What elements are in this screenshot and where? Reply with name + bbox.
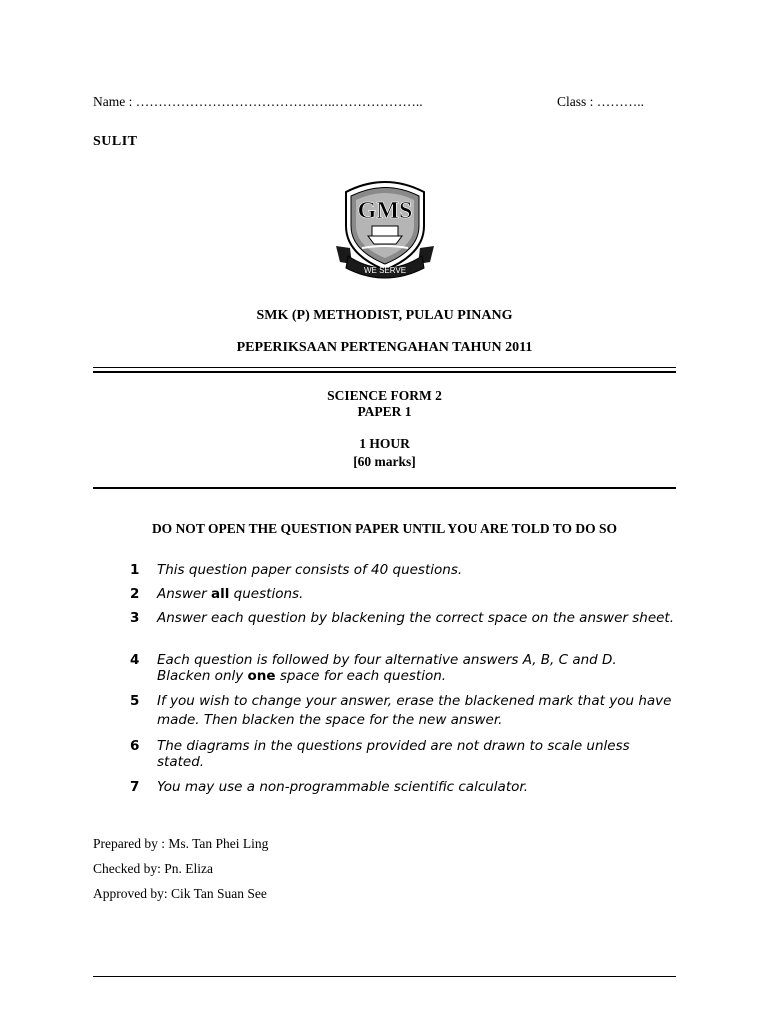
class-field xyxy=(557,94,644,110)
instruction-item xyxy=(130,586,690,604)
instruction-text: This question paper consists of 40 questions. xyxy=(157,562,463,578)
instruction-number: 6 xyxy=(130,738,140,754)
instruction-item xyxy=(130,652,690,686)
crest-monogram: GMS xyxy=(357,198,413,224)
marks-line: [60 marks] xyxy=(353,454,416,469)
instruction-item xyxy=(130,610,690,644)
approved-by: Approved by: Cik Tan Suan See xyxy=(93,886,267,901)
divider-mid xyxy=(93,487,676,489)
instruction-text: Answer all questions. xyxy=(157,586,304,602)
prepared-by: Prepared by : Ms. Tan Phei Ling xyxy=(93,836,269,851)
school-crest-logo xyxy=(334,174,436,282)
divider-top-1 xyxy=(93,367,676,368)
duration-line: 1 HOUR xyxy=(359,436,410,451)
instruction-number: 5 xyxy=(130,693,140,709)
instruction-item xyxy=(130,779,690,797)
instruction-number: 7 xyxy=(130,779,140,795)
instruction-text: Each question is followed by four alternative answers A, B, C and D. Blacken only one space for each question. xyxy=(157,652,617,684)
name-field xyxy=(93,94,423,110)
instruction-number: 2 xyxy=(130,586,140,602)
subject-line: SCIENCE FORM 2 xyxy=(327,388,442,403)
exam-title: PEPERIKSAAN PERTENGAHAN TAHUN 2011 xyxy=(236,340,533,355)
instruction-number: 3 xyxy=(130,610,140,626)
class-label: Class xyxy=(557,94,587,109)
instruction-number: 4 xyxy=(130,652,140,668)
instruction-text: Answer each question by blackening the correct space on the answer sheet. xyxy=(157,610,675,626)
name-leader: : ………………………………….…..……………….. xyxy=(125,94,423,109)
school-name: SMK (P) METHODIST, PULAU PINANG xyxy=(256,308,513,323)
checked-by: Checked by: Pn. Eliza xyxy=(93,861,213,876)
class-leader: : ……….. xyxy=(586,94,645,109)
name-label: Name xyxy=(93,94,126,109)
paper-line: PAPER 1 xyxy=(357,404,412,419)
classification-label: SULIT xyxy=(93,134,138,149)
instruction-text: You may use a non-programmable scientific calculator. xyxy=(157,779,528,795)
instruction-number: 1 xyxy=(130,562,140,578)
warning-notice: DO NOT OPEN THE QUESTION PAPER UNTIL YOU ARE TOLD TO DO SO xyxy=(151,521,618,536)
instruction-item xyxy=(130,738,690,772)
instruction-item xyxy=(130,692,690,728)
instruction-text: The diagrams in the questions provided are not drawn to scale unless stated. xyxy=(157,738,630,770)
divider-top-2 xyxy=(93,371,676,373)
footer-divider xyxy=(93,976,676,977)
instruction-text: If you wish to change your answer, erase the blackened mark that you have made. Then blacken the space for the new answer. xyxy=(157,693,672,728)
crest-motto: WE SERVE xyxy=(363,266,407,275)
instruction-item xyxy=(130,562,690,580)
